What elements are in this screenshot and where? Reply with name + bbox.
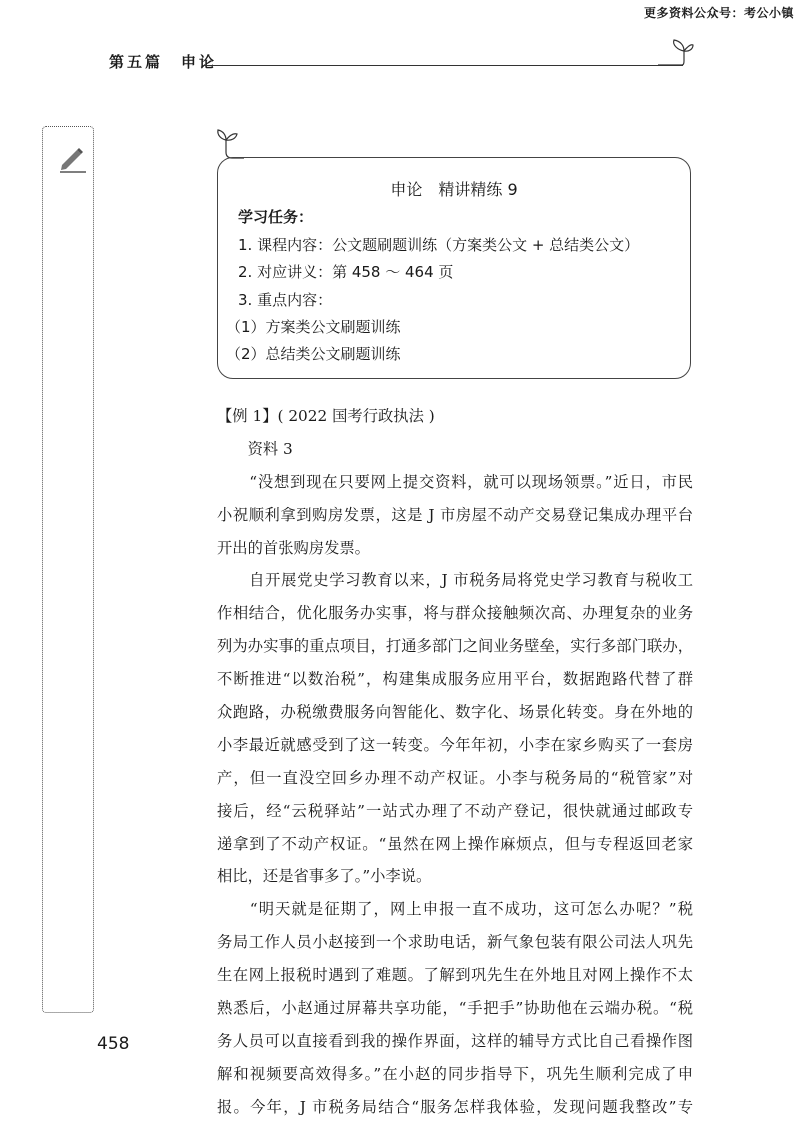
- paragraph-line: 接后，经“云税驿站”一站式办理了不动产登记，很快就通过邮政专: [217, 801, 693, 820]
- paragraph-line: “明天就是征期了，网上申报一直不成功，这可怎么办呢？”税: [217, 900, 693, 919]
- top-note: 更多资料公众号：考公小镇: [643, 6, 794, 20]
- material-label: 资料 3: [217, 439, 293, 458]
- chapter-title: 第五篇 申论: [109, 53, 218, 71]
- paragraph-line: 务人员可以直接看到我的操作界面，这样的辅导方式比自己看操作图: [217, 1031, 693, 1050]
- sprout-icon: [658, 36, 694, 68]
- paragraph-line: 小李最近就感受到了这一转变。今年年初，小李在家乡购买了一套房: [217, 735, 693, 754]
- paragraph-line: 开出的首张购房发票。: [217, 538, 370, 557]
- paragraph-line: 产，但一直没空回乡办理不动产权证。小李与税务局的“税管家”对: [217, 768, 693, 787]
- page-number: 458: [97, 1034, 130, 1054]
- task-item: 3. 重点内容：: [238, 291, 333, 309]
- paragraph-line: 生在网上报税时遇到了难题。了解到巩先生在外地且对网上操作不太: [217, 966, 693, 985]
- task-subitem: （1）方案类公文刷题训练: [226, 318, 401, 336]
- paragraph-line: 列为办实事的重点项目，打通多部门之间业务壁垒，实行多部门联办，: [217, 637, 693, 656]
- notes-margin-box: [42, 126, 94, 1013]
- paragraph-line: 作相结合，优化服务办实事，将与群众接触频次高、办理复杂的业务: [217, 604, 693, 623]
- pencil-icon: [58, 146, 88, 174]
- task-item: 2. 对应讲义：第 458 ～ 464 页: [238, 263, 454, 281]
- paragraph-line: 自开展党史学习教育以来，J 市税务局将党史学习教育与税收工: [217, 571, 693, 590]
- study-box-title: 申论 精讲精练 9: [390, 180, 518, 199]
- paragraph-line: “没想到现在只要网上提交资料，就可以现场领票。”近日，市民: [217, 472, 693, 491]
- paragraph-line: 报。今年，J 市税务局结合“服务怎样我体验，发现问题我整改”专: [217, 1097, 693, 1116]
- task-label: 学习任务：: [238, 208, 314, 226]
- paragraph-line: 不断推进“以数治税”，构建集成服务应用平台，数据跑路代替了群: [217, 670, 693, 689]
- paragraph-line: 务局工作人员小赵接到一个求助电话，新气象包装有限公司法人巩先: [217, 933, 693, 952]
- body-text: [217, 400, 693, 1124]
- paragraph-line: 小祝顺利拿到购房发票，这是 J 市房屋不动产交易登记集成办理平台: [217, 505, 693, 524]
- paragraph-line: 众跑路，办税缴费服务向智能化、数字化、场景化转变。身在外地的: [217, 703, 693, 722]
- header-rule: [203, 65, 683, 66]
- example-heading: 【例 1】( 2022 国考行政执法 ): [217, 407, 435, 425]
- task-item: 1. 课程内容：公文题刷题训练（方案类公文 + 总结类公文）: [238, 236, 640, 254]
- sprout-icon: [208, 124, 244, 160]
- paragraph-line: 解和视频要高效得多。”在小赵的同步指导下，巩先生顺利完成了申: [217, 1064, 693, 1083]
- paragraph-line: 熟悉后，小赵通过屏幕共享功能，“手把手”协助他在云端办税。“税: [217, 999, 693, 1018]
- task-subitem: （2）总结类公文刷题训练: [226, 345, 401, 363]
- paragraph-line: 相比，还是省事多了。”小李说。: [217, 867, 432, 886]
- paragraph-line: 递拿到了不动产权证。“虽然在网上操作麻烦点，但与专程返回老家: [217, 834, 693, 853]
